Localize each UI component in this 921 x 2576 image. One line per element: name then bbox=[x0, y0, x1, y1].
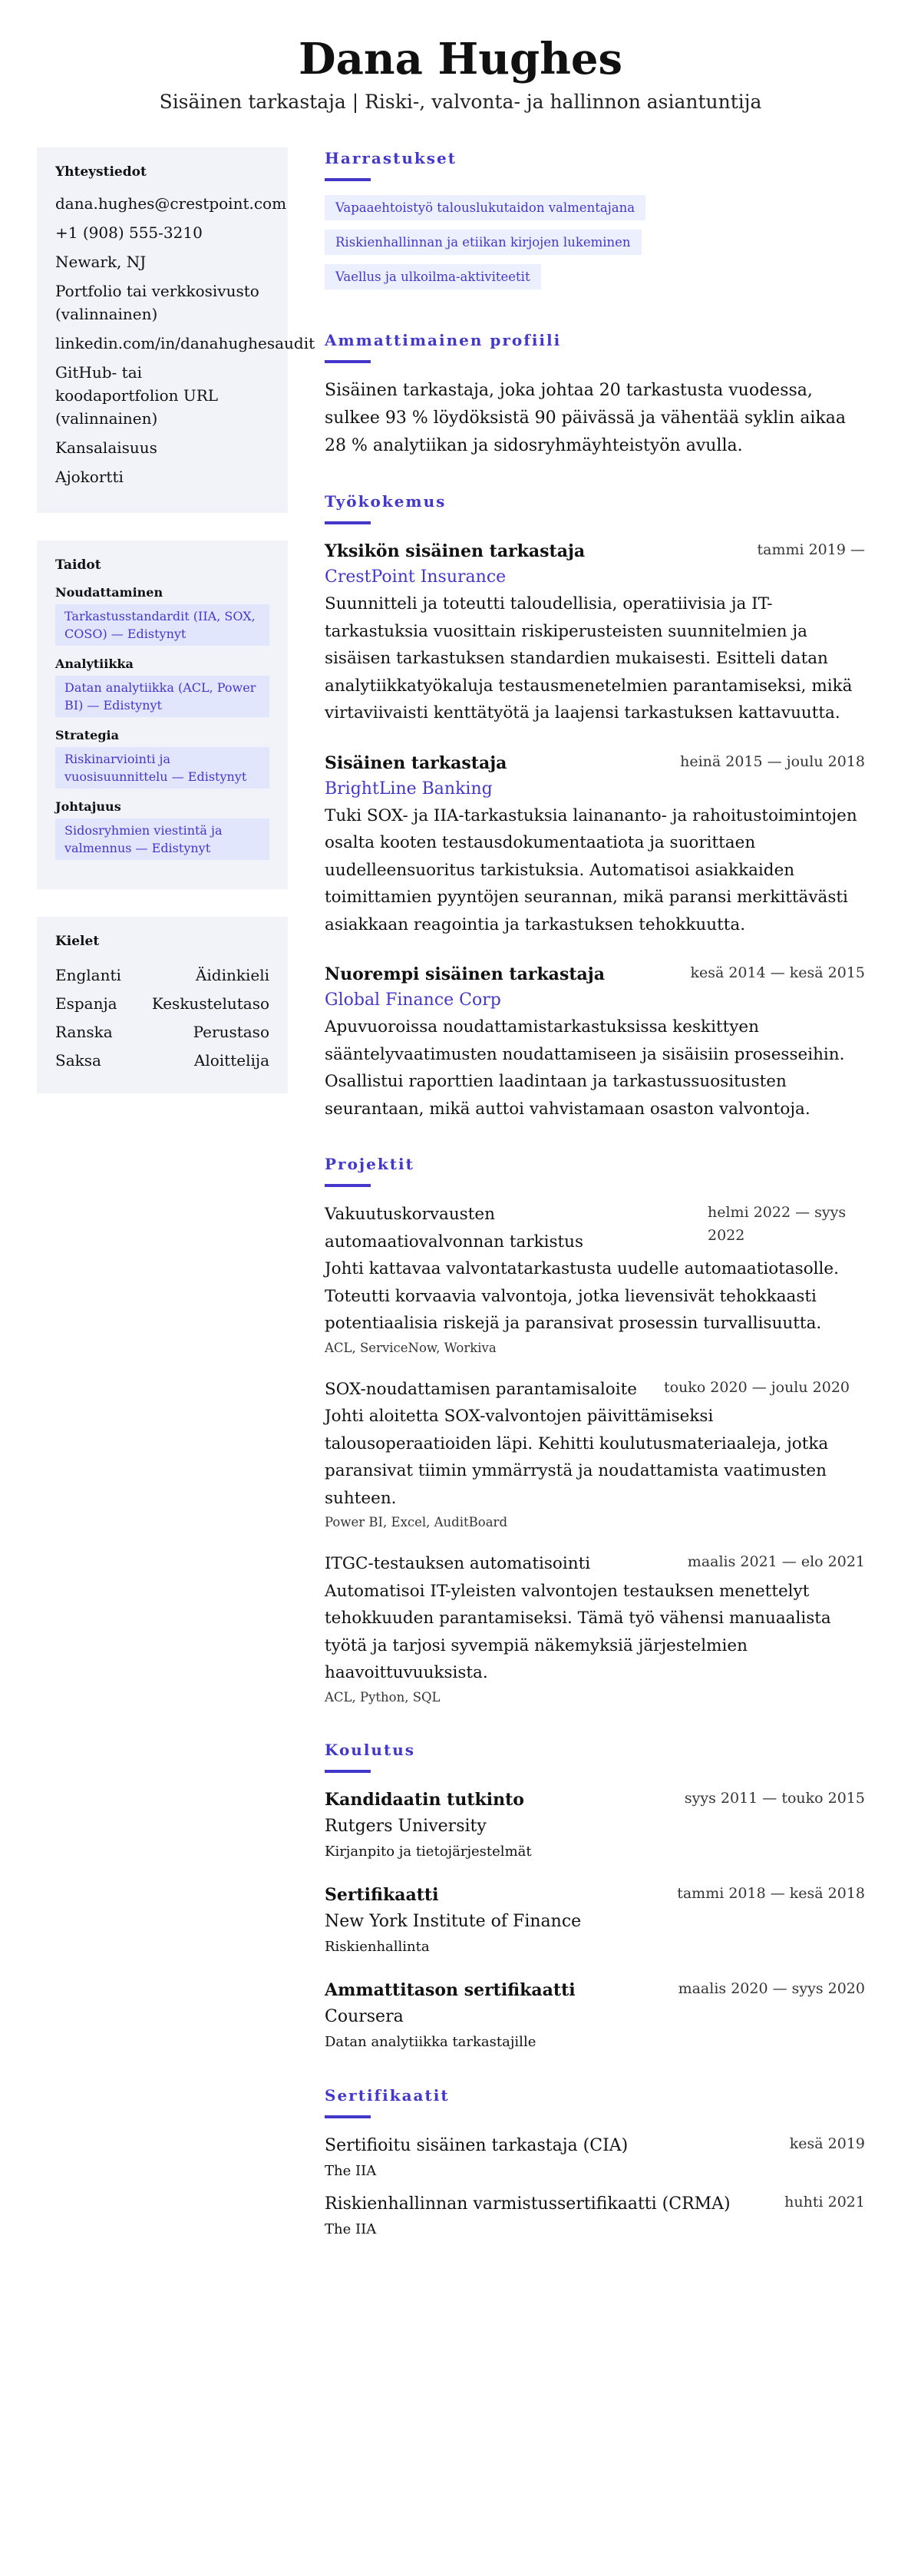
section-heading: Työkokemus bbox=[325, 492, 447, 511]
job-description: Tuki SOX- ja IIA-tarkastuksia lainananto- ja rahoitustoimintojen osalta kooten testausdokumentaatiota ja suorittaen uudelleensuoritus tarkistuksia. Automatisoi asiakkaiden toimittamien pyyntöjen seurannan, mikä paransi merkittävästi asiakkaan reagointia ja tarkastuksen tehokkuutta. bbox=[325, 805, 857, 934]
degree: Sertifikaatti bbox=[325, 1884, 439, 1905]
heading-underline bbox=[325, 521, 371, 524]
resume-header bbox=[0, 0, 921, 113]
project-description: Automatisoi IT-yleisten valvontojen testauksen menettelyt tehokkuuden parantamiseksi. Tämä työ vähensi manuaalista työtä ja tarjosi syvempiä näkemyksiä järjestelmien haavoittuvuuksista. bbox=[325, 1581, 831, 1682]
job-description: Apuvuoroissa noudattamistarkastuksissa keskittyen sääntelyvaatimusten noudattamiseen ja sisäisiin prosesseihin. Osallistui raporttien laadintaan ja tarkastussuositusten seurantaan, mikä auttoi vahvistamaan osaston valvontoja. bbox=[325, 1017, 845, 1119]
job-company: BrightLine Banking bbox=[325, 779, 493, 799]
certifications-section bbox=[325, 2085, 865, 2241]
projects-section bbox=[325, 1153, 865, 1708]
job-entry bbox=[325, 538, 865, 727]
school: Rutgers University bbox=[325, 1816, 487, 1836]
education-dates: maalis 2020 — syys 2020 bbox=[678, 1979, 865, 1997]
profile-section bbox=[325, 329, 865, 460]
contact-citizenship: Kansalaisuus bbox=[55, 438, 157, 457]
heading-underline bbox=[325, 1184, 371, 1187]
job-description: Suunnitteli ja toteutti taloudellisia, operatiivisia ja IT-tarkastuksia vuosittain riskiperusteisten suunnitelmien ja sisäisen tarkastuksen standardien mukaisesti. Esitteli datan analytiikkatyökaluja testausmenetelmien parantamiseksi, mikä virtaviivaisti kenttätyötä ja laajensi tarkastuksen kattavuutta. bbox=[325, 594, 853, 723]
languages-heading: Kielet bbox=[55, 934, 100, 949]
language-row bbox=[55, 1047, 269, 1075]
language-row bbox=[55, 990, 269, 1018]
project-description: Johti kattavaa valvontatarkastusta uudelle automaatiotasolle. Toteutti korvaavia valvontoja, jotka lievensivät tehokkaasti potentiaalisia riskejä ja paransivat prosessin turvallisuutta. bbox=[325, 1259, 839, 1333]
job-company: CrestPoint Insurance bbox=[325, 567, 507, 587]
section-heading: Sertifikaatit bbox=[325, 2085, 450, 2105]
project-title: ITGC-testauksen automatisointi bbox=[325, 1554, 591, 1573]
certification-name: Riskienhallinnan varmistussertifikaatti (CRMA) bbox=[325, 2194, 731, 2214]
contact-linkedin[interactable]: linkedin.com/in/danahughesaudit bbox=[55, 334, 315, 352]
skills-box bbox=[37, 541, 288, 889]
language-name: Ranska bbox=[55, 1023, 113, 1041]
heading-underline bbox=[325, 2115, 371, 2118]
skill-category: Analytiikka bbox=[55, 656, 134, 671]
contact-location: Newark, NJ bbox=[55, 253, 147, 271]
hobbies-section bbox=[325, 147, 865, 299]
skill-chip: Tarkastusstandardit (IIA, SOX, COSO) — Edistynyt bbox=[55, 604, 269, 646]
job-title: Yksikön sisäinen tarkastaja bbox=[325, 541, 586, 561]
field-of-study: Kirjanpito ja tietojärjestelmät bbox=[325, 1843, 532, 1860]
job-dates: heinä 2015 — joulu 2018 bbox=[680, 752, 865, 770]
job-dates: kesä 2014 — kesä 2015 bbox=[690, 964, 865, 981]
contact-portfolio: Portfolio tai verkkosivusto (valinnainen) bbox=[55, 282, 259, 323]
project-entry bbox=[325, 1550, 865, 1708]
hobby-chip: Vapaaehtoistyö talouslukutaidon valmentajana bbox=[325, 195, 645, 220]
language-name: Saksa bbox=[55, 1051, 101, 1070]
job-dates: tammi 2019 — bbox=[757, 541, 865, 558]
project-entry bbox=[325, 1376, 865, 1534]
section-heading: Koulutus bbox=[325, 1740, 416, 1759]
job-title: Sisäinen tarkastaja bbox=[325, 752, 507, 773]
candidate-name: Dana Hughes bbox=[299, 34, 622, 84]
job-company: Global Finance Corp bbox=[325, 990, 501, 1010]
education-entry bbox=[325, 1882, 865, 1959]
project-title: Vakuutuskorvausten automaatiovalvonnan tarkistus bbox=[325, 1205, 584, 1252]
section-heading: Projektit bbox=[325, 1155, 414, 1173]
languages-box bbox=[37, 917, 288, 1093]
project-title: SOX-noudattamisen parantamisaloite bbox=[325, 1379, 637, 1399]
contact-email[interactable]: dana.hughes@crestpoint.com bbox=[55, 194, 287, 213]
certification-entry bbox=[325, 2191, 865, 2241]
language-name: Espanja bbox=[55, 994, 117, 1013]
heading-underline bbox=[325, 360, 371, 363]
project-dates: helmi 2022 — syys 2022 bbox=[708, 1204, 847, 1244]
language-level: Keskustelutaso bbox=[151, 994, 269, 1013]
contact-box bbox=[37, 147, 315, 513]
language-name: Englanti bbox=[55, 966, 121, 984]
certification-name: Sertifioitu sisäinen tarkastaja (CIA) bbox=[325, 2135, 629, 2155]
language-row bbox=[55, 961, 269, 990]
school: New York Institute of Finance bbox=[325, 1911, 582, 1931]
field-of-study: Datan analytiikka tarkastajille bbox=[325, 2033, 536, 2050]
language-row bbox=[55, 1018, 269, 1047]
project-dates: touko 2020 — joulu 2020 bbox=[664, 1378, 850, 1396]
language-level: Äidinkieli bbox=[195, 966, 269, 984]
degree: Kandidaatin tutkinto bbox=[325, 1789, 524, 1810]
education-entry bbox=[325, 1977, 865, 2054]
certification-entry bbox=[325, 2132, 865, 2183]
project-dates: maalis 2021 — elo 2021 bbox=[687, 1553, 865, 1570]
certification-issuer: The IIA bbox=[325, 2162, 377, 2179]
degree: Ammattitason sertifikaatti bbox=[325, 1979, 576, 2000]
education-dates: syys 2011 — touko 2015 bbox=[684, 1789, 865, 1807]
skills-heading: Taidot bbox=[55, 557, 101, 573]
education-dates: tammi 2018 — kesä 2018 bbox=[677, 1884, 865, 1902]
skill-chip: Riskinarviointi ja vuosisuunnittelu — Edistynyt bbox=[55, 747, 269, 789]
school: Coursera bbox=[325, 2006, 404, 2026]
section-heading: Ammattimainen profiili bbox=[325, 331, 562, 349]
main-content bbox=[325, 147, 865, 2272]
skill-chip: Datan analytiikka (ACL, Power BI) — Edistynyt bbox=[55, 676, 269, 717]
language-level: Perustaso bbox=[193, 1023, 269, 1041]
hobby-chip: Vaellus ja ulkoilma-aktiviteetit bbox=[325, 264, 541, 289]
skill-category: Noudattaminen bbox=[55, 585, 163, 600]
language-level: Aloittelija bbox=[193, 1051, 269, 1070]
project-tools: ACL, Python, SQL bbox=[325, 1689, 441, 1705]
profile-text: Sisäinen tarkastaja, joka johtaa 20 tarkastusta vuodessa, sulkee 93 % löydöksistä 90 päivässä ja vähentää syklin aikaa 28 % analytiikan ja sidosryhmäyhteistyön avulla. bbox=[325, 381, 847, 455]
candidate-subtitle: Sisäinen tarkastaja | Riski-, valvonta- ja hallinnon asiantuntija bbox=[159, 91, 762, 113]
skill-category: Johtajuus bbox=[55, 799, 121, 814]
section-heading: Harrastukset bbox=[325, 149, 457, 167]
job-entry bbox=[325, 961, 865, 1123]
education-entry bbox=[325, 1787, 865, 1863]
education-section bbox=[325, 1739, 865, 2054]
contact-phone: +1 (908) 555-3210 bbox=[55, 223, 203, 242]
heading-underline bbox=[325, 178, 371, 181]
project-tools: Power BI, Excel, AuditBoard bbox=[325, 1515, 508, 1529]
certification-date: kesä 2019 bbox=[789, 2135, 865, 2152]
project-tools: ACL, ServiceNow, Workiva bbox=[325, 1340, 497, 1355]
job-entry bbox=[325, 750, 865, 939]
project-description: Johti aloitetta SOX-valvontojen päivittämiseksi talousoperaatioiden läpi. Kehitti koulutusmateriaaleja, jotka paransivat tiimin ymmärrystä ja noudattamista vaatimusten suhteen. bbox=[325, 1407, 829, 1508]
experience-section bbox=[325, 491, 865, 1123]
contact-heading: Yhteystiedot bbox=[55, 164, 147, 180]
skill-chip: Sidosryhmien viestintä ja valmennus — Edistynyt bbox=[55, 818, 269, 860]
job-title: Nuorempi sisäinen tarkastaja bbox=[325, 964, 605, 984]
hobby-chip: Riskienhallinnan ja etiikan kirjojen lukeminen bbox=[325, 230, 642, 255]
contact-github: GitHub- tai koodaportfolion URL (valinnainen) bbox=[55, 363, 219, 428]
project-entry bbox=[325, 1201, 865, 1359]
sidebar bbox=[37, 147, 315, 2272]
certification-date: huhti 2021 bbox=[784, 2193, 865, 2211]
certification-issuer: The IIA bbox=[325, 2221, 377, 2237]
contact-license: Ajokortti bbox=[55, 468, 124, 486]
skill-category: Strategia bbox=[55, 728, 119, 742]
heading-underline bbox=[325, 1770, 371, 1773]
field-of-study: Riskienhallinta bbox=[325, 1938, 430, 1955]
